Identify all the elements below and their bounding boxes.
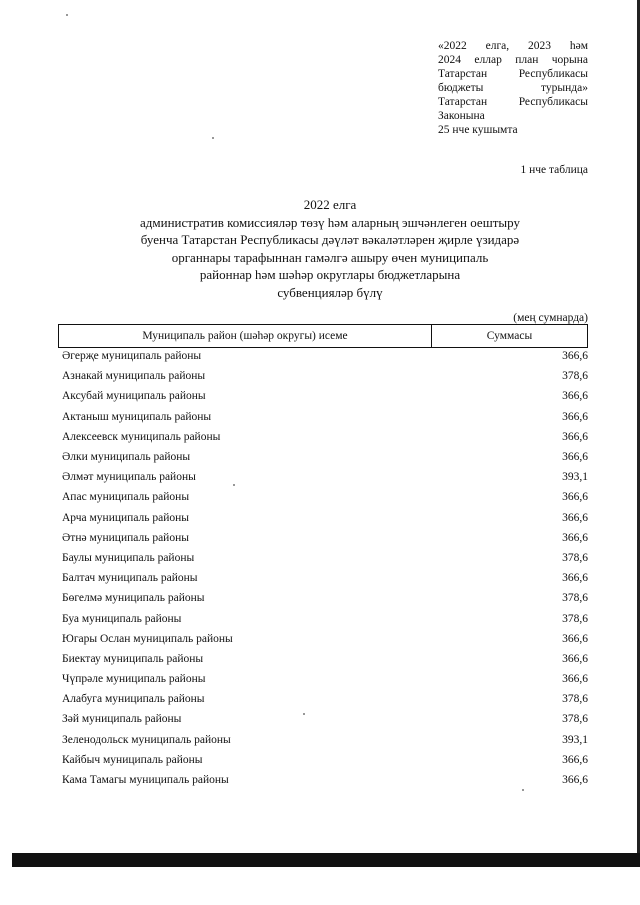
table-row	[62, 608, 588, 628]
district-name: Югары Ослан муниципаль районы	[62, 632, 233, 645]
amount-value: 366,6	[562, 451, 588, 464]
district-name: Зеленодольск муниципаль районы	[62, 733, 231, 746]
district-name: Арча муниципаль районы	[62, 511, 190, 524]
table-row	[62, 750, 588, 770]
title-line: административ комиссияләр төзү һәм аларның эшчәнлеген оештыру	[140, 214, 520, 230]
table-row	[62, 629, 588, 649]
amount-value: 366,6	[562, 531, 588, 544]
scan-bottom-bar	[12, 853, 640, 867]
document-title	[60, 196, 600, 301]
table-row	[62, 709, 588, 729]
table-row	[62, 588, 588, 608]
district-name: Кайбыч муниципаль районы	[62, 753, 203, 766]
annex-number: 25 нче кушымта	[438, 124, 518, 136]
amount-value: 366,6	[562, 774, 588, 787]
title-line: субвенцияләр бүлү	[277, 284, 383, 300]
amount-value: 366,6	[562, 673, 588, 686]
amount-value: 366,6	[562, 410, 588, 423]
table-row	[62, 487, 588, 507]
amount-value: 366,6	[562, 511, 588, 524]
column-header-sum: Суммасы	[486, 330, 533, 342]
district-name: Азнакай муниципаль районы	[62, 370, 206, 383]
law-annex-reference	[438, 39, 588, 137]
annex-line: Татарстан Республикасы	[438, 96, 588, 108]
annex-line: Законына	[438, 110, 485, 122]
amount-value: 366,6	[562, 430, 588, 443]
district-name: Әгерҗе муниципаль районы	[62, 350, 202, 363]
district-name: Аксубай муниципаль районы	[62, 390, 206, 403]
amount-value: 378,6	[562, 592, 588, 605]
amount-value: 366,6	[562, 491, 588, 504]
district-name: Буа муниципаль районы	[62, 612, 182, 625]
district-name: Кама Тамагы муниципаль районы	[62, 774, 229, 787]
amount-value: 366,6	[562, 632, 588, 645]
amount-value: 366,6	[562, 350, 588, 363]
column-header-name: Муниципаль район (шәһәр округы) исеме	[59, 325, 432, 347]
annex-line: бюджеты турында»	[438, 82, 588, 94]
table-row	[62, 568, 588, 588]
table-row	[62, 649, 588, 669]
title-line: районнар һәм шәһәр округлары бюджетларына	[199, 267, 461, 282]
table-row	[62, 689, 588, 709]
district-name: Биектау муниципаль районы	[62, 652, 204, 665]
table-row	[62, 346, 588, 366]
district-name: Апас муниципаль районы	[62, 491, 190, 504]
table-row	[62, 548, 588, 568]
district-name: Бөгелмә муниципаль районы	[62, 592, 205, 605]
amount-value: 393,1	[562, 733, 588, 746]
unit-note: (мең сумнарда)	[513, 312, 588, 324]
title-line: 2022 елга	[303, 197, 357, 212]
district-name: Балтач муниципаль районы	[62, 572, 198, 585]
amount-value: 378,6	[562, 612, 588, 625]
district-name: Зәй муниципаль районы	[62, 713, 182, 726]
amount-value: 366,6	[562, 572, 588, 585]
district-name: Әлки муниципаль районы	[62, 451, 191, 464]
table-row	[62, 366, 588, 386]
table-row	[62, 528, 588, 548]
district-name: Әлмәт муниципаль районы	[62, 471, 196, 484]
table-row	[62, 770, 588, 790]
table-row	[62, 508, 588, 528]
table-row	[62, 467, 588, 487]
table-row	[62, 669, 588, 689]
district-name: Актаныш муниципаль районы	[62, 410, 212, 423]
table-row	[62, 447, 588, 467]
amount-value: 366,6	[562, 753, 588, 766]
amount-value: 366,6	[562, 390, 588, 403]
amount-value: 366,6	[562, 652, 588, 665]
annex-line: Татарстан Республикасы	[438, 68, 588, 80]
amount-value: 393,1	[562, 471, 588, 484]
table-row	[62, 386, 588, 406]
annex-line: 2024 еллар план чорына	[438, 54, 588, 66]
district-name: Алексеевск муниципаль районы	[62, 430, 221, 443]
amount-value: 378,6	[562, 551, 588, 564]
annex-line: «2022 елга, 2023 һәм	[438, 40, 588, 52]
amount-value: 378,6	[562, 693, 588, 706]
district-name: Әтнә муниципаль районы	[62, 531, 189, 544]
scan-speck	[212, 137, 214, 139]
scan-speck	[66, 14, 68, 16]
table-row	[62, 407, 588, 427]
amount-value: 378,6	[562, 713, 588, 726]
table-number: 1 нче таблица	[520, 164, 588, 176]
district-name: Чүпрәле муниципаль районы	[62, 673, 206, 686]
table-header	[58, 324, 588, 348]
title-line: органнары тарафыннан гамәлгә ашыру өчен муниципаль	[171, 249, 489, 265]
table-body	[62, 346, 588, 790]
district-name: Алабуга муниципаль районы	[62, 693, 205, 706]
amount-value: 378,6	[562, 370, 588, 383]
title-line: буенча Татарстан Республикасы дәүләт вәкаләтләрен җирле үзидарә	[140, 232, 520, 247]
district-name: Баулы муниципаль районы	[62, 551, 195, 564]
table-row	[62, 730, 588, 750]
table-row	[62, 427, 588, 447]
